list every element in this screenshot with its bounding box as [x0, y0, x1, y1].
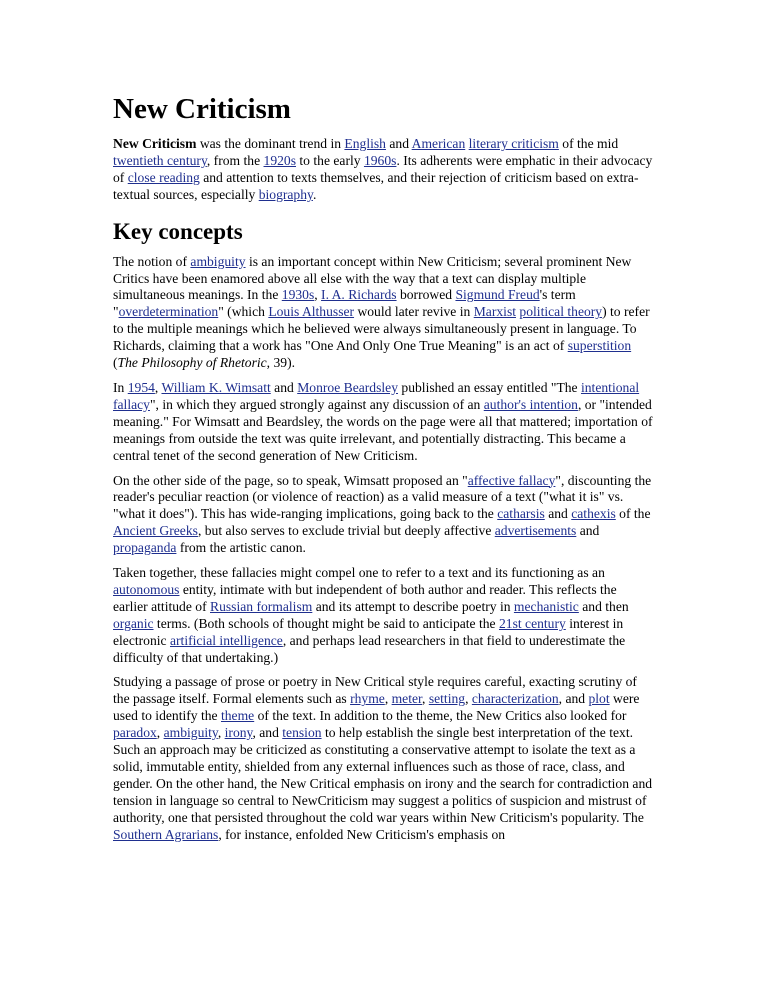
link-louis-althusser[interactable]: Louis Althusser	[268, 304, 355, 320]
text-run: to help establish the single best interpretation of the text. Such an approach may be criticized as constituting a conservative attempt to isolate the text as a solid, immutable entity, shielded from any external influences such as those of race, class, and gender. On the other hand, the New Critical emphasis on irony and the search for contradiction and tension in language so central to NewCriticism may suggest a politics of suspicion and mistrust of authority, one that persisted throughout the cold war years within New Criticism's popularity. The	[113, 725, 653, 825]
text-run: and attention to texts themselves, and their rejection of criticism based on extra-textual sources, especially	[113, 169, 639, 202]
text-run: and	[385, 136, 412, 151]
text-run: ,	[465, 691, 472, 707]
link-theme[interactable]: theme	[220, 708, 255, 724]
link-literary-criticism[interactable]: literary criticism	[468, 136, 559, 151]
document-page	[113, 92, 653, 852]
link-american[interactable]: American	[411, 136, 466, 151]
link-21st-century[interactable]: 21st century	[498, 615, 566, 631]
link-1954[interactable]: 1954	[127, 379, 155, 395]
link-ancient-greeks[interactable]: Ancient Greeks	[113, 523, 198, 539]
paragraph-affective-fallacy	[113, 473, 653, 558]
link-william-k-wimsatt[interactable]: William K. Wimsatt	[161, 379, 271, 395]
link-biography[interactable]: biography	[258, 186, 313, 202]
link-twentieth-century[interactable]: twentieth century	[113, 152, 207, 168]
text-run: entity, intimate with but independent of both author and reader. This reflects the earlier attitude of	[113, 581, 617, 614]
link-artificial-intelligence[interactable]: artificial intelligence	[169, 632, 283, 648]
link-characterization[interactable]: characterization	[471, 691, 559, 707]
link-russian-formalism[interactable]: Russian formalism	[210, 598, 313, 614]
text-run: ,	[154, 379, 162, 395]
link-southern-agrarians[interactable]: Southern Agrarians	[113, 826, 219, 842]
link-affective-fallacy[interactable]: affective fallacy	[467, 472, 556, 488]
text-run: Taken together, these fallacies might compel one to refer to a text and its functioning as an	[113, 565, 605, 581]
text-run: The notion of	[113, 253, 191, 269]
text-run: , and perhaps lead researchers in that field to underestimate the difficulty of that undertaking.)	[113, 632, 626, 665]
paragraph-intentional-fallacy	[113, 380, 653, 465]
text-run: ", in which they argued strongly against any discussion of an	[149, 396, 484, 412]
section-heading: Key concepts	[113, 218, 243, 244]
paragraph-ambiguity	[113, 254, 653, 372]
text-run: Studying a passage of prose or poetry in New Critical style requires careful, exacting scrutiny of the passage itself. Formal elements such as	[113, 674, 637, 707]
link-1960s[interactable]: 1960s	[363, 152, 397, 168]
link-close-reading[interactable]: close reading	[127, 169, 200, 185]
text-run: ,	[156, 725, 164, 741]
link-setting[interactable]: setting	[428, 691, 466, 707]
link-english[interactable]: English	[344, 136, 386, 151]
italic-title: The Philosophy of Rhetoric	[117, 355, 267, 371]
link-plot[interactable]: plot	[588, 691, 610, 707]
bold-term: New Criticism	[113, 136, 197, 151]
text-run: to the early	[296, 152, 364, 168]
text-run: and then	[578, 598, 629, 614]
intro-paragraph	[113, 136, 653, 204]
text-run: of the text. In addition to the theme, the New Critics also looked for	[254, 708, 627, 724]
text-run: published an essay entitled "The	[398, 379, 581, 395]
link-overdetermination[interactable]: overdetermination	[118, 304, 219, 320]
text-run: , or "intended meaning." For Wimsatt and Beardsley, the words on the page were all that mattered; importation of meanings from outside the text was quite irrelevant, and potentially distracting. This became a central tenet of the second generation of New Criticism.	[113, 396, 653, 463]
text-run: On the other side of the page, so to speak, Wimsatt proposed an "	[113, 472, 468, 488]
text-run: interest in electronic	[113, 615, 624, 648]
link-1920s[interactable]: 1920s	[263, 152, 296, 168]
link-tension[interactable]: tension	[282, 725, 322, 741]
text-run: was the dominant trend in	[196, 136, 345, 151]
link-political-theory[interactable]: political theory	[519, 304, 603, 320]
link-superstition[interactable]: superstition	[567, 338, 632, 354]
text-run: ,	[217, 725, 225, 741]
text-run: ,	[384, 691, 392, 707]
link-organic[interactable]: organic	[113, 615, 154, 631]
text-run: terms. (Both schools of thought might be said to anticipate the	[153, 615, 499, 631]
text-run: In	[113, 379, 128, 395]
text-run: , and	[252, 725, 283, 741]
text-run: from the artistic canon.	[176, 540, 306, 556]
link-catharsis[interactable]: catharsis	[497, 506, 545, 522]
paragraph-formal-elements	[113, 674, 653, 843]
link-meter[interactable]: meter	[391, 691, 423, 707]
text-run: were used to identify the	[113, 691, 640, 724]
link-ambiguity[interactable]: ambiguity	[190, 253, 246, 269]
link-ambiguity[interactable]: ambiguity	[163, 725, 218, 741]
text-run: , from the	[206, 152, 264, 168]
text-run: borrowed	[396, 287, 456, 303]
link-mechanistic[interactable]: mechanistic	[513, 598, 579, 614]
text-run: , but also serves to exclude trivial but deeply affective	[197, 523, 495, 539]
link-monroe-beardsley[interactable]: Monroe Beardsley	[297, 379, 398, 395]
text-run: . Its adherents were emphatic in their advocacy of	[113, 152, 653, 185]
text-run: , for instance, enfolded New Criticism's emphasis on	[218, 826, 506, 842]
text-run: of the mid	[558, 136, 619, 151]
link-paradox[interactable]: paradox	[113, 725, 157, 741]
link-author-s-intention[interactable]: author's intention	[483, 396, 578, 412]
link-rhyme[interactable]: rhyme	[350, 691, 385, 707]
link-autonomous[interactable]: autonomous	[113, 581, 180, 597]
text-run: and	[576, 523, 600, 539]
text-run: and	[544, 506, 572, 522]
text-run: 's term "	[113, 287, 576, 320]
link-intentional-fallacy[interactable]: intentional fallacy	[113, 379, 640, 412]
text-run: " (which	[218, 304, 269, 320]
text-run: and its attempt to describe poetry in	[312, 598, 514, 614]
text-run: and	[270, 379, 298, 395]
link-propaganda[interactable]: propaganda	[113, 540, 177, 556]
text-run: ) to refer to the multiple meanings which he believed were always simultaneously present in language. To Richards, claiming that a work has "One And Only One True Meaning" is an act of	[113, 304, 650, 354]
link-sigmund-freud[interactable]: Sigmund Freud	[455, 287, 540, 303]
text-run: ,	[314, 287, 322, 303]
text-run: .	[312, 186, 317, 202]
text-run: ", discounting the reader's peculiar reaction (or violence of reaction) as a valid measure of a text ("what it is" vs. "what it does"). This has wide-ranging implications, going back to the	[113, 472, 652, 522]
link-i-a-richards[interactable]: I. A. Richards	[321, 287, 397, 303]
page-title: New Criticism	[113, 93, 291, 125]
text-run: would later revive in	[354, 304, 474, 320]
text-run: (	[113, 355, 118, 371]
link-advertisements[interactable]: advertisements	[494, 523, 577, 539]
link-1930s[interactable]: 1930s	[281, 287, 315, 303]
text-run: is an important concept within New Criticism; several prominent New Critics have been enamored above all else with the way that a text can display multiple simultaneous meanings. In the	[113, 253, 632, 303]
text-run: of the	[615, 506, 651, 522]
link-marxist[interactable]: Marxist	[473, 304, 517, 320]
text-run: , and	[558, 691, 589, 707]
text-run: , 39).	[266, 355, 295, 371]
paragraph-autonomous	[113, 565, 653, 666]
link-irony[interactable]: irony	[224, 725, 253, 741]
text-run: ,	[422, 691, 429, 707]
link-cathexis[interactable]: cathexis	[571, 506, 616, 522]
